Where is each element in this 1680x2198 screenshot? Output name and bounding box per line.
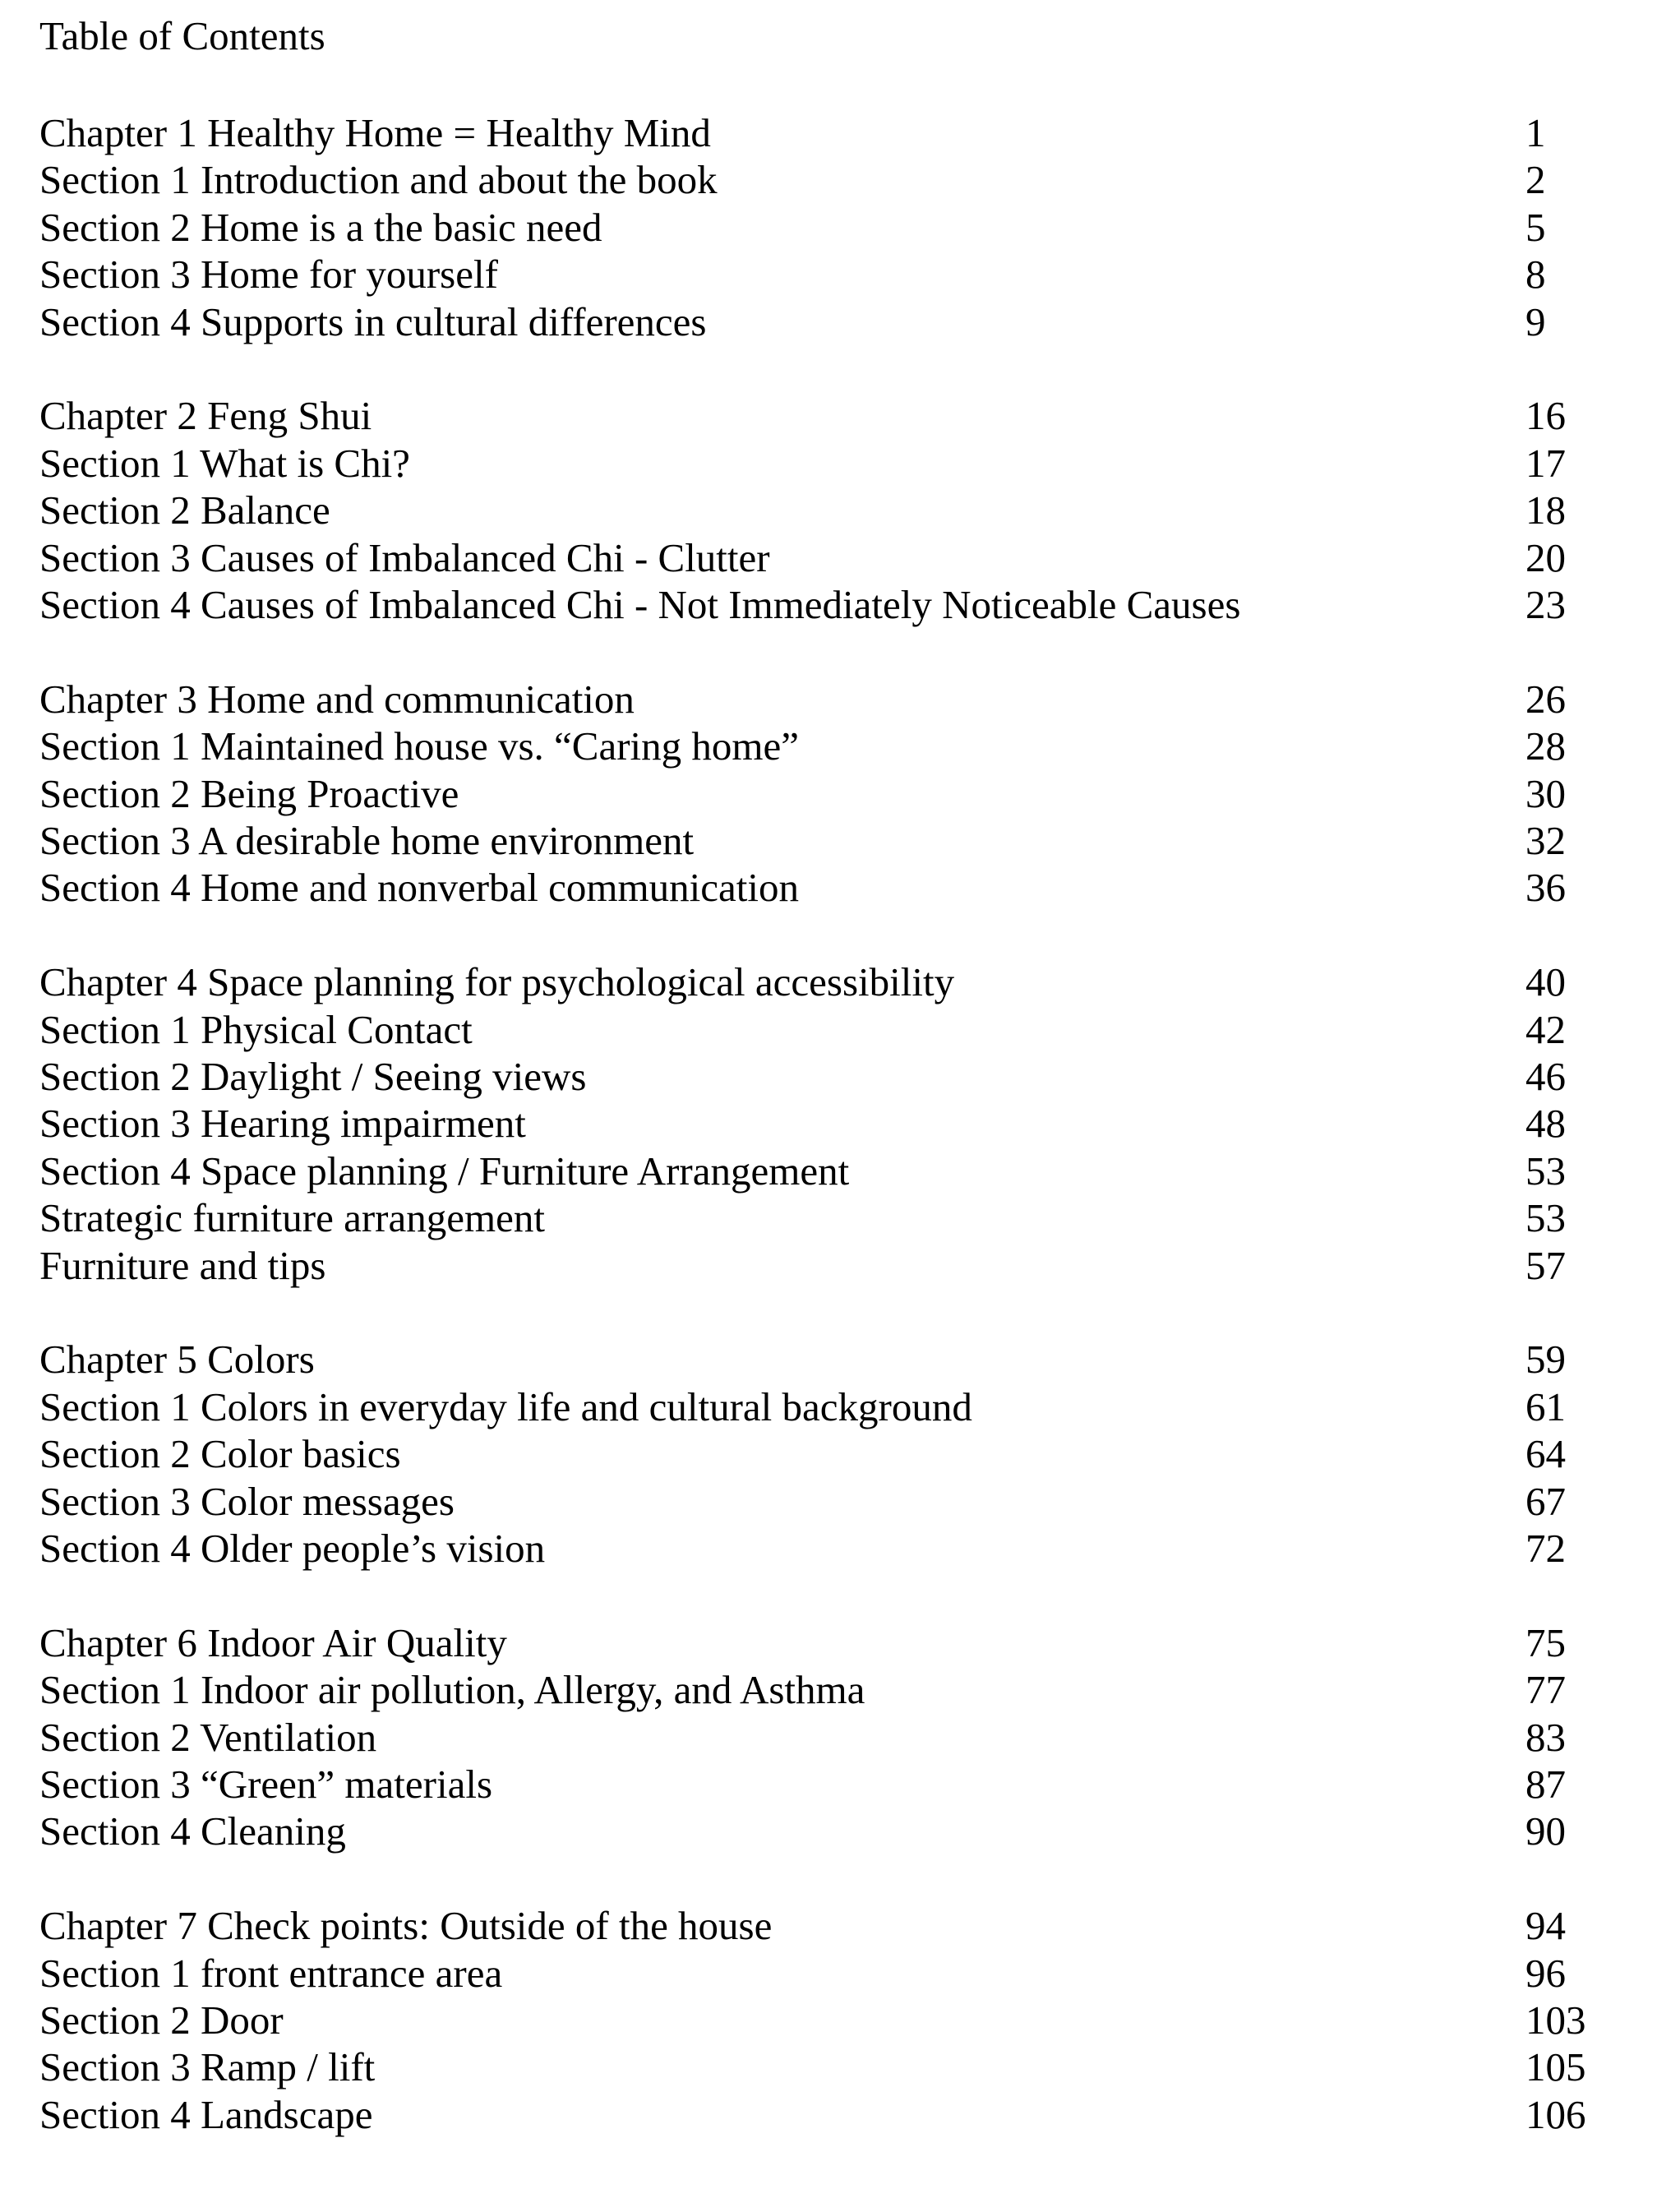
section-line	[39, 1478, 1598, 1526]
section-title: Section 1 front entrance area	[39, 1950, 503, 1996]
section-line	[39, 1383, 1598, 1431]
chapter-title: Chapter 1 Healthy Home = Healthy Mind	[39, 110, 711, 155]
section-title: Section 2 Home is a the basic need	[39, 204, 602, 250]
page-number: 23	[1525, 582, 1566, 627]
section-title: Section 1 What is Chi?	[39, 440, 410, 486]
section-line	[39, 1100, 1598, 1147]
page-number: 77	[1525, 1667, 1566, 1713]
section-title: Section 4 Home and nonverbal communication	[39, 865, 799, 911]
section-line	[39, 156, 1598, 204]
section-title: Section 1 Introduction and about the book	[39, 157, 718, 203]
page-number: 61	[1525, 1383, 1566, 1429]
section-title: Section 3 Color messages	[39, 1478, 455, 1524]
page-number: 17	[1525, 440, 1566, 486]
section-title: Section 1 Maintained house vs. “Caring home”	[39, 723, 799, 769]
section-title: Section 2 Color basics	[39, 1431, 401, 1477]
chapter-heading-line	[39, 109, 1598, 157]
page-number: 1	[1525, 110, 1546, 155]
page-number: 83	[1525, 1714, 1566, 1760]
section-title: Section 3 “Green” materials	[39, 1762, 493, 1807]
chapter-title: Chapter 6 Indoor Air Quality	[39, 1619, 507, 1665]
page-number: 106	[1525, 2091, 1586, 2137]
page-number: 40	[1525, 959, 1566, 1005]
page-number: 28	[1525, 723, 1566, 769]
section-line	[39, 1525, 1598, 1572]
section-title: Furniture and tips	[39, 1242, 326, 1288]
section-line	[39, 2091, 1598, 2139]
section-line	[39, 1714, 1598, 1762]
section-line	[39, 1997, 1598, 2044]
section-line	[39, 1950, 1598, 1997]
section-title: Section 1 Colors in everyday life and cultural background	[39, 1383, 972, 1429]
section-title: Strategic furniture arrangement	[39, 1195, 545, 1241]
page-number: 30	[1525, 770, 1566, 816]
page-number: 8	[1525, 252, 1546, 298]
section-line	[39, 1006, 1598, 1054]
page-number: 36	[1525, 865, 1566, 911]
section-line	[39, 1666, 1598, 1714]
section-line	[39, 440, 1598, 487]
page-number: 9	[1525, 298, 1546, 344]
section-line	[39, 487, 1598, 534]
page-number: 67	[1525, 1478, 1566, 1524]
chapter-heading-line	[39, 958, 1598, 1006]
section-title: Section 2 Ventilation	[39, 1714, 377, 1760]
page-number: 2	[1525, 157, 1546, 203]
page-number: 72	[1525, 1526, 1566, 1571]
section-title: Section 1 Indoor air pollution, Allergy, and Asthma	[39, 1667, 865, 1713]
page-number: 16	[1525, 393, 1566, 439]
section-line	[39, 1430, 1598, 1478]
section-title: Section 3 Ramp / lift	[39, 2044, 376, 2090]
page-number: 87	[1525, 1762, 1566, 1807]
page-number: 103	[1525, 1997, 1586, 2043]
page-number: 75	[1525, 1619, 1566, 1665]
section-line	[39, 534, 1598, 582]
chapter-title: Chapter 4 Space planning for psychological accessibility	[39, 959, 955, 1005]
section-line	[39, 1808, 1598, 1855]
section-line	[39, 251, 1598, 298]
page-number: 20	[1525, 534, 1566, 580]
section-title: Section 2 Balance	[39, 487, 330, 533]
page-number: 18	[1525, 487, 1566, 533]
section-line	[39, 1761, 1598, 1808]
chapter-heading-line	[39, 1336, 1598, 1383]
section-title: Section 3 Hearing impairment	[39, 1101, 526, 1147]
section-title: Section 4 Cleaning	[39, 1808, 346, 1854]
page-number: 59	[1525, 1337, 1566, 1383]
chapter-heading-line	[39, 1619, 1598, 1667]
page-number: 26	[1525, 676, 1566, 722]
section-title: Section 2 Being Proactive	[39, 770, 459, 816]
page-number: 90	[1525, 1808, 1566, 1854]
section-line	[39, 581, 1598, 629]
section-line	[39, 298, 1598, 346]
section-title: Section 4 Landscape	[39, 2091, 373, 2137]
chapter-title: Chapter 5 Colors	[39, 1337, 315, 1383]
section-line	[39, 1147, 1598, 1195]
section-title: Section 4 Space planning / Furniture Arrangement	[39, 1147, 850, 1194]
section-line	[39, 817, 1598, 865]
section-title: Section 2 Daylight / Seeing views	[39, 1054, 587, 1099]
page-number: 53	[1525, 1195, 1566, 1241]
page-number: 96	[1525, 1950, 1566, 1996]
section-line	[39, 723, 1598, 770]
section-line	[39, 204, 1598, 252]
chapter-heading-line	[39, 392, 1598, 440]
section-title: Section 3 Causes of Imbalanced Chi - Clutter	[39, 534, 770, 580]
page-number: 53	[1525, 1147, 1566, 1194]
page-number: 48	[1525, 1101, 1566, 1147]
section-line	[39, 1194, 1598, 1242]
page-number: 64	[1525, 1431, 1566, 1477]
section-line	[39, 864, 1598, 912]
section-line	[39, 2043, 1598, 2091]
chapter-heading-line	[39, 676, 1598, 723]
section-line	[39, 770, 1598, 818]
section-title: Section 4 Older people’s vision	[39, 1526, 546, 1571]
page-number: 57	[1525, 1242, 1566, 1288]
page-title: Table of Contents	[39, 13, 325, 58]
page-number: 42	[1525, 1006, 1566, 1052]
section-line	[39, 1053, 1598, 1101]
section-title: Section 3 Home for yourself	[39, 252, 498, 298]
section-title: Section 4 Supports in cultural differences	[39, 298, 707, 344]
page-number: 5	[1525, 204, 1546, 250]
page-number: 32	[1525, 818, 1566, 863]
chapter-title: Chapter 2 Feng Shui	[39, 393, 372, 439]
section-title: Section 4 Causes of Imbalanced Chi - Not Immediately Noticeable Causes	[39, 582, 1241, 627]
chapter-title: Chapter 3 Home and communication	[39, 676, 635, 722]
page-number: 94	[1525, 1903, 1566, 1949]
page-number: 46	[1525, 1054, 1566, 1099]
section-title: Section 1 Physical Contact	[39, 1006, 473, 1052]
section-title: Section 3 A desirable home environment	[39, 818, 695, 863]
chapter-heading-line	[39, 1902, 1598, 1950]
chapter-title: Chapter 7 Check points: Outside of the house	[39, 1903, 773, 1949]
page-number: 105	[1525, 2044, 1586, 2090]
section-title: Section 2 Door	[39, 1997, 284, 2043]
section-line	[39, 1242, 1598, 1290]
